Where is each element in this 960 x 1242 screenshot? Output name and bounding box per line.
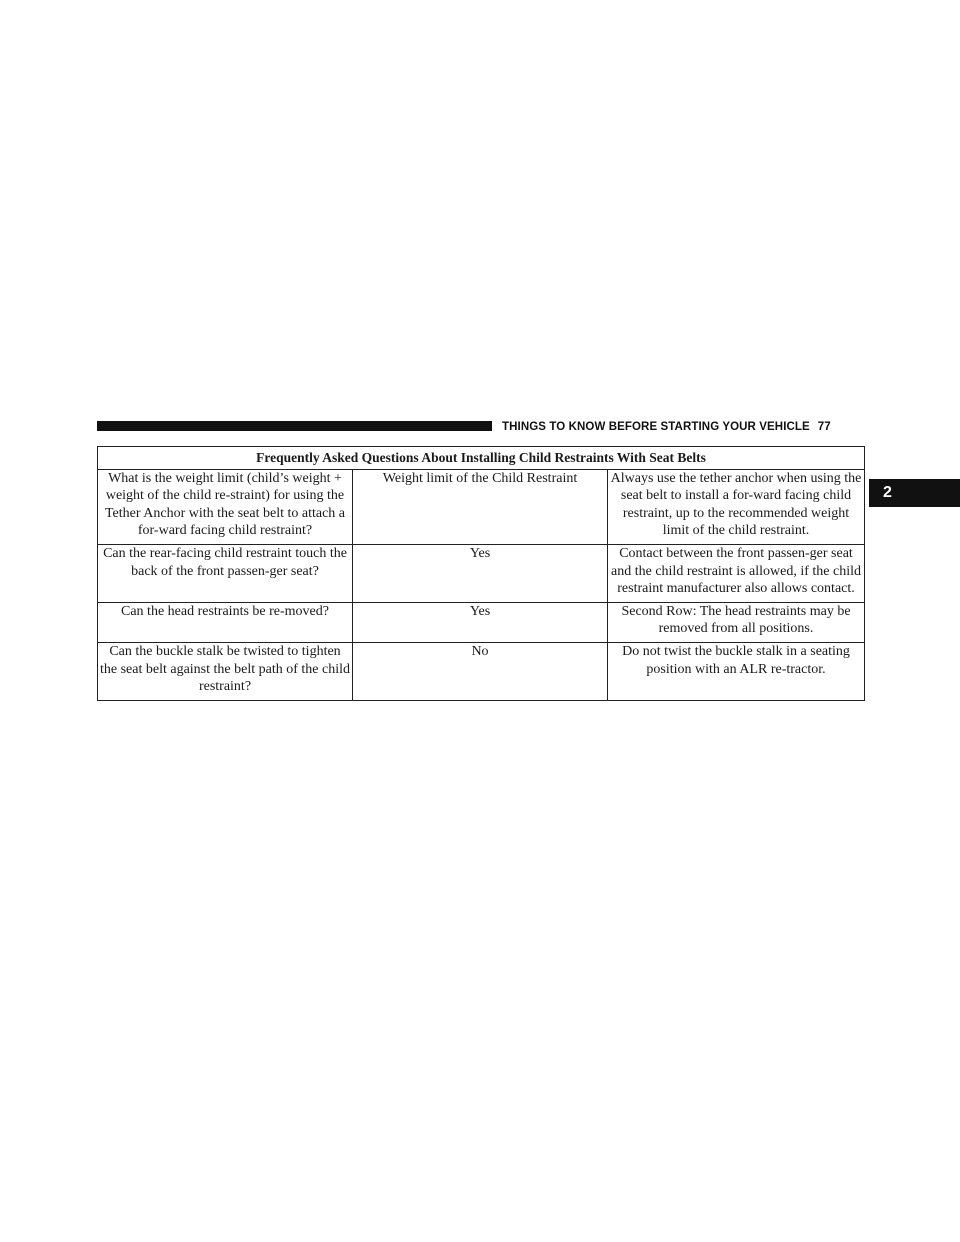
table-title-row <box>98 447 865 470</box>
note-cell: Always use the tether anchor when using the seat belt to install a for-ward facing child restraint, up to the recommended weight limit of the child restraint. <box>608 469 865 544</box>
question-cell: Can the rear-facing child restraint touch the back of the front passen-ger seat? <box>98 544 353 602</box>
table-title: Frequently Asked Questions About Installing Child Restraints With Seat Belts <box>98 447 865 470</box>
section-title: THINGS TO KNOW BEFORE STARTING YOUR VEHICLE <box>502 421 810 433</box>
question-cell: What is the weight limit (child’s weight + weight of the child re-straint) for using the Tether Anchor with the seat belt to attach a for-ward facing child restraint? <box>98 469 353 544</box>
answer-cell: Weight limit of the Child Restraint <box>353 469 608 544</box>
chapter-tab[interactable] <box>869 479 960 507</box>
question-cell: Can the buckle stalk be twisted to tighten the seat belt against the belt path of the child restraint? <box>98 642 353 700</box>
faq-table <box>97 446 865 701</box>
table-row <box>98 469 865 544</box>
answer-cell: No <box>353 642 608 700</box>
note-cell: Second Row: The head restraints may be removed from all positions. <box>608 602 865 642</box>
note-cell: Do not twist the buckle stalk in a seating position with an ALR re-tractor. <box>608 642 865 700</box>
header-rule <box>97 421 492 431</box>
answer-cell: Yes <box>353 544 608 602</box>
note-cell: Contact between the front passen-ger seat and the child restraint is allowed, if the child restraint manufacturer also allows contact. <box>608 544 865 602</box>
table-row <box>98 544 865 602</box>
running-header <box>502 419 864 435</box>
table-row <box>98 602 865 642</box>
question-cell: Can the head restraints be re-moved? <box>98 602 353 642</box>
table-row <box>98 642 865 700</box>
answer-cell: Yes <box>353 602 608 642</box>
page-number: 77 <box>817 421 831 433</box>
chapter-tab-label: 2 <box>883 484 892 501</box>
